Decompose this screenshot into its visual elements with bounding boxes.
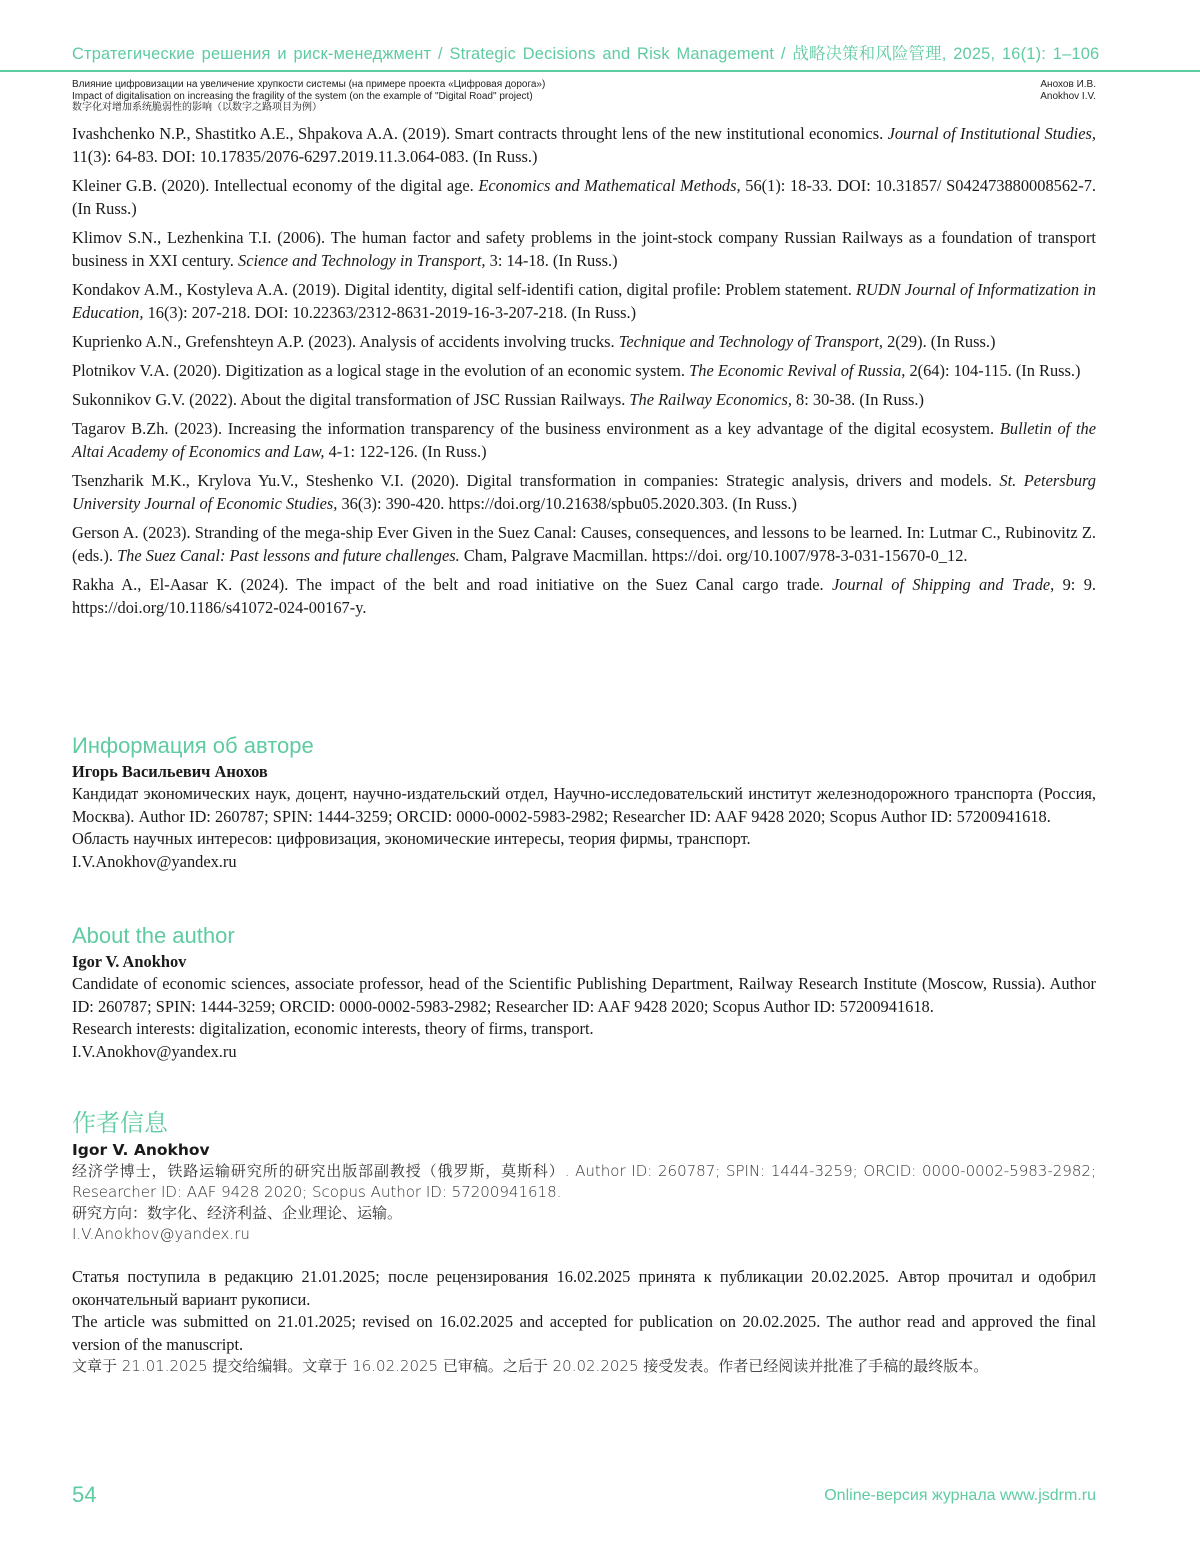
running-author	[1040, 79, 1096, 102]
author-name-ru: Игорь Васильевич Анохов	[72, 762, 268, 781]
author-name-zh: Igor V. Anokhov	[72, 1141, 210, 1159]
running-title-zh: 数字化对增加系统脆弱性的影响（以数字之路项目为例）	[72, 102, 322, 113]
footer-site-link[interactable]: Online-версия журнала www.jsdrm.ru	[824, 1487, 1096, 1504]
submission-note-ru: Статья поступила в редакцию 21.01.2025; после рецензирования 16.02.2025 принята к публикации 20.02.2025. Автор прочитал и одобрил окончательный вариант рукописи.	[72, 1267, 1096, 1309]
author-info-ru-heading: Информация об авторе	[72, 733, 314, 758]
submission-note-zh: 文章于 21.01.2025 提交给编辑。文章于 16.02.2025 已审稿。之后于 20.02.2025 接受发表。作者已经阅读并批准了手稿的最终版本。	[72, 1357, 989, 1376]
reference-item: Kleiner G.B. (2020). Intellectual economy of the digital age. Economics and Mathematical Methods, 56(1): 18-33. DOI: 10.31857/ S042473880008562-7. (In Russ.)	[72, 176, 1096, 218]
author-info-en-heading: About the author	[72, 923, 235, 948]
running-title-ru: Влияние цифровизации на увеличение хрупкости системы (на примере проекта «Цифровая дорога»)	[72, 79, 546, 90]
author-email-ru: I.V.Anokhov@yandex.ru	[72, 851, 237, 871]
author-info-en	[72, 923, 1096, 1063]
reference-item: Gerson A. (2023). Stranding of the mega-ship Ever Given in the Suez Canal: Causes, consequences, and lessons to be learned. In: Lutmar C., Rubinovitz Z. (eds.). The Suez Canal: Past lessons and future challenges. Cham, Palgrave Macmillan. https://doi. org/10.1007/978-3-031-15670-0_12.	[72, 523, 1096, 565]
reference-item: Rakha A., El-Aasar K. (2024). The impact of the belt and road initiative on the Suez Canal cargo trade. Journal of Shipping and Trade, 9: 9. https://doi.org/10.1186/s41072-024-00167-y.	[72, 575, 1096, 617]
author-bio-zh: 经济学博士，铁路运输研究所的研究出版部副教授（俄罗斯，莫斯科）. Author ID: 260787; SPIN: 1444-3259; ORCID: 0000-0002-5983-2982; Researcher ID: AAF 9428 2020; Scopus Author ID: 57200941618.	[72, 1162, 1096, 1201]
reference-item: Plotnikov V.A. (2020). Digitization as a logical stage in the evolution of an economic system. The Economic Revival of Russia, 2(64): 104-115. (In Russ.)	[72, 361, 1081, 380]
author-info-zh-heading: 作者信息	[72, 1110, 168, 1137]
author-interests-zh: 研究方向：数字化、经济利益、企业理论、运输。	[72, 1204, 403, 1222]
reference-item: Tagarov B.Zh. (2023). Increasing the information transparency of the business environment as a key advantage of the digital ecosystem. Bulletin of the Altai Academy of Economics and Law, 4-1: 122-126. (In Russ.)	[72, 419, 1096, 461]
author-info-zh	[72, 1110, 1096, 1245]
reference-item: Ivashchenko N.P., Shastitko A.E., Shpakova A.A. (2019). Smart contracts throught lens of the new institutional economics. Journal of Institutional Studies, 11(3): 64-83. DOI: 10.17835/2076-6297.2019.11.3.064-083. (In Russ.)	[72, 124, 1096, 166]
author-bio-en: Candidate of economic sciences, associate professor, head of the Scientific Publishing Department, Railway Research Institute (Moscow, Russia). Author ID: 260787; SPIN: 1444-3259; ORCID: 0000-0002-5983-2982; Researcher ID: AAF 9428 2020; Scopus Author ID: 57200941618.	[72, 974, 1096, 1016]
author-name-en: Igor V. Anokhov	[72, 952, 187, 971]
running-author-en: Anokhov I.V.	[1040, 90, 1096, 102]
running-title	[72, 79, 832, 114]
reference-item: Tsenzharik M.K., Krylova Yu.V., Steshenko V.I. (2020). Digital transformation in companies: Strategic analysis, drivers and models. St. Petersburg University Journal of Economic Studies, 36(3): 390-420. https://doi.org/10.21638/spbu05.2020.303. (In Russ.)	[72, 471, 1096, 513]
author-bio-ru: Кандидат экономических наук, доцент, научно-издательский отдел, Научно-исследовательский институт железнодорожного транспорта (Россия, Москва). Author ID: 260787; SPIN: 1444-3259; ORCID: 0000-0002-5983-2982; Researcher ID: AAF 9428 2020; Scopus Author ID: 57200941618.	[72, 784, 1096, 826]
reference-item: Kondakov A.M., Kostyleva A.A. (2019). Digital identity, digital self-identifi cation, digital profile: Problem statement. RUDN Journal of Informatization in Education, 16(3): 207-218. DOI: 10.22363/2312-8631-2019-16-3-207-218. (In Russ.)	[72, 280, 1096, 322]
author-interests-en: Research interests: digitalization, economic interests, theory of firms, transport.	[72, 1019, 594, 1039]
header-divider	[0, 70, 1200, 72]
journal-header: Стратегические решения и риск-менеджмент / Strategic Decisions and Risk Management / 战略决策和风险管理, 2025, 16(1): 1–106	[72, 45, 1100, 63]
submission-info	[72, 1266, 1096, 1377]
reference-item: Klimov S.N., Lezhenkina T.I. (2006). The human factor and safety problems in the joint-stock company Russian Railways as a foundation of transport business in XXI century. Science and Technology in Transport, 3: 14-18. (In Russ.)	[72, 228, 1096, 270]
author-email-zh: I.V.Anokhov@yandex.ru	[72, 1225, 250, 1243]
reference-item: Sukonnikov G.V. (2022). About the digital transformation of JSC Russian Railways. The Railway Economics, 8: 30-38. (In Russ.)	[72, 390, 924, 409]
page-number: 54	[72, 1482, 97, 1507]
running-author-ru: Анохов И.В.	[1040, 79, 1096, 90]
submission-note-en: The article was submitted on 21.01.2025; revised on 16.02.2025 and accepted for publication on 20.02.2025. The author read and approved the final version of the manuscript.	[72, 1312, 1096, 1354]
author-info-ru	[72, 733, 1096, 873]
reference-item: Kuprienko A.N., Grefenshteyn A.P. (2023). Analysis of accidents involving trucks. Technique and Technology of Transport, 2(29). (In Russ.)	[72, 332, 996, 351]
reference-list	[72, 122, 1096, 625]
author-email-en: I.V.Anokhov@yandex.ru	[72, 1041, 237, 1061]
author-interests-ru: Область научных интересов: цифровизация, экономические интересы, теория фирмы, транспорт.	[72, 829, 751, 849]
running-title-en: Impact of digitalisation on increasing the fragility of the system (on the example of "Digital Road" project)	[72, 90, 533, 102]
